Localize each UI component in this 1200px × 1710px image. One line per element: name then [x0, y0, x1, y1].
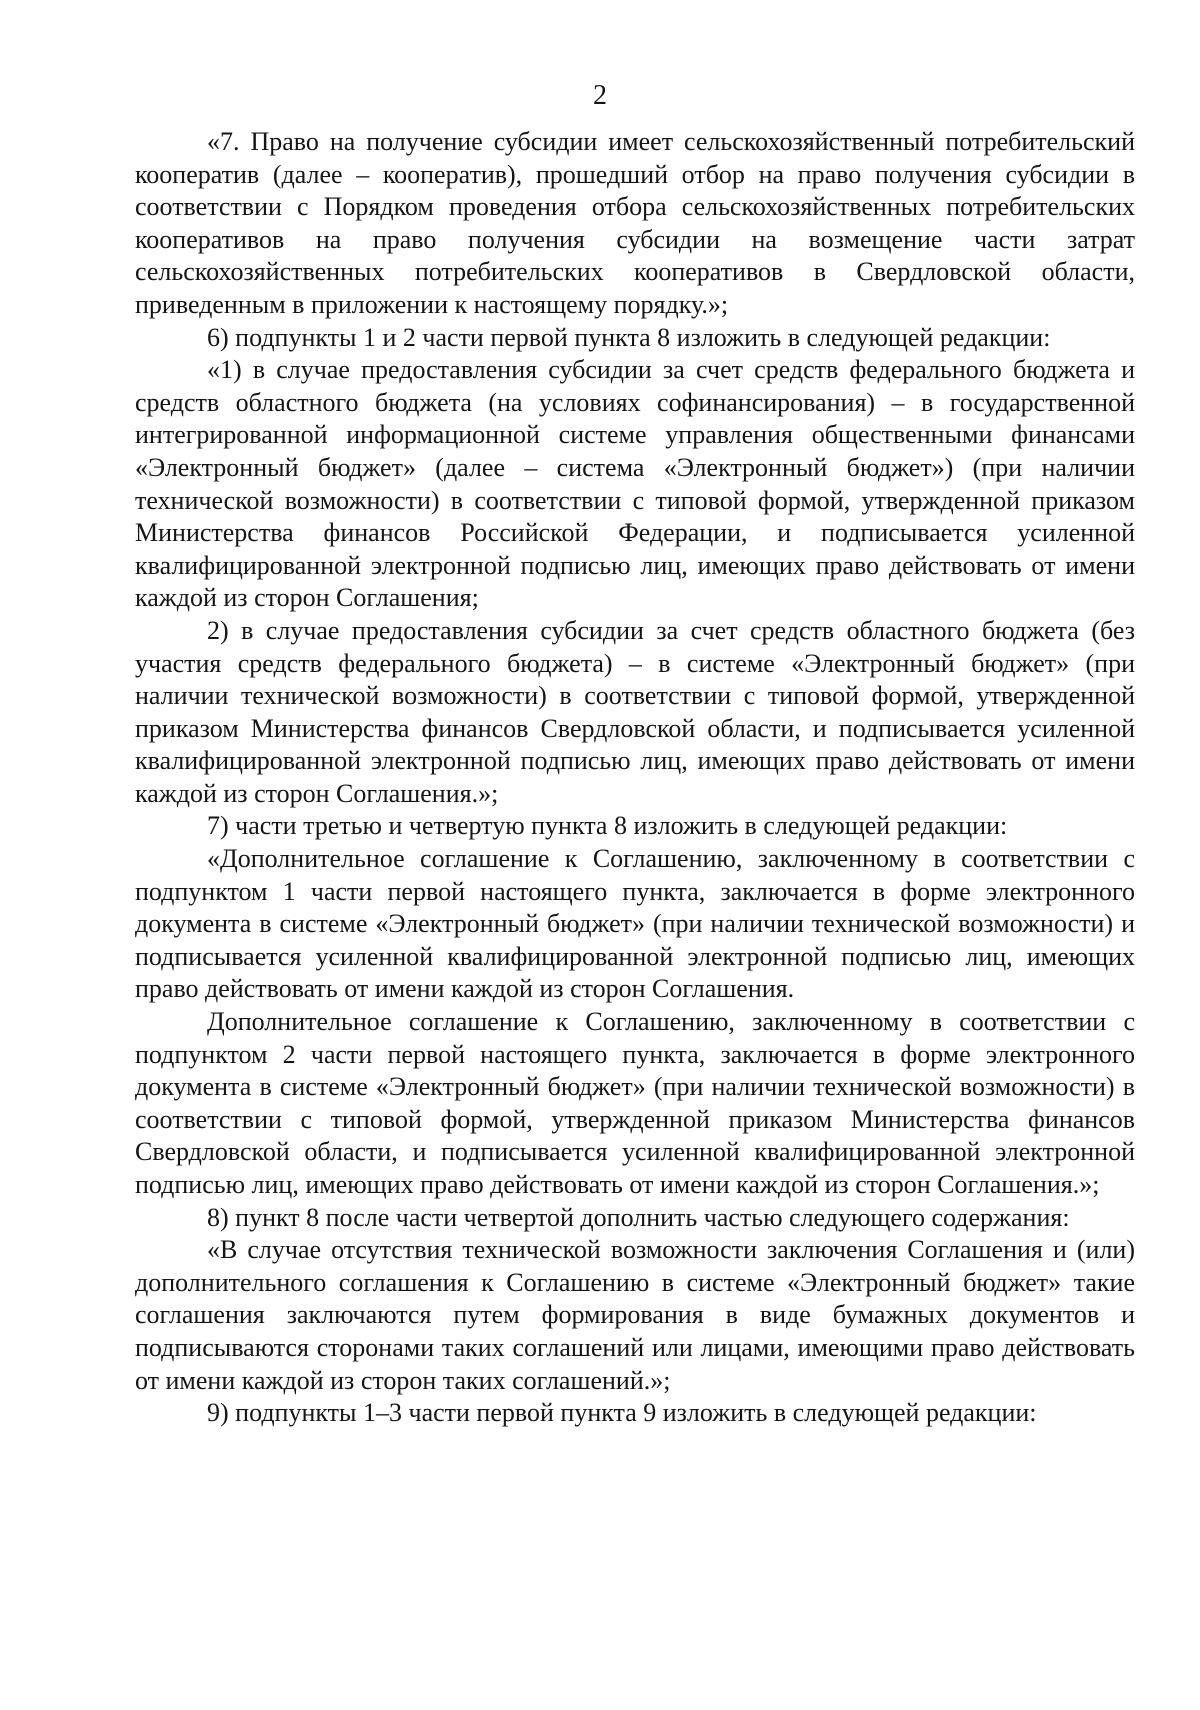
- paragraph-item-9: 9) подпункты 1–3 части первой пункта 9 изложить в следующей редакции:: [207, 1398, 1037, 1428]
- paragraph-item-7: 7) части третью и четвертую пункта 8 изложить в следующей редакции:: [207, 811, 1008, 841]
- paragraph-item-8: 8) пункт 8 после части четвертой дополнить частью следующего содержания:: [207, 1202, 1070, 1232]
- paragraph-item-6: 6) подпункты 1 и 2 части первой пункта 8 изложить в следующей редакции:: [207, 322, 1051, 352]
- paragraph-7-cooperative-right: «7. Право на получение субсидии имеет сельскохозяйственный потребительский кооператив (далее – кооператив), прошедший отбор на право получения субсидии в соответствии с Порядком проведения отбора сельскохозяйственных потребительских кооперативов на право получения субсидии на возмещение части затрат сельскохозяйственных потребительских кооперативов в Свердловской области, приведенным в приложении к настоящему порядку.»;: [135, 127, 1135, 319]
- document-body: [135, 126, 1135, 1430]
- paragraph-subitem-2: 2) в случае предоставления субсидии за счет средств областного бюджета (без участия средств федерального бюджета) – в системе «Электронный бюджет» (при наличии технической возможности) в соответствии с типовой формой, утвержденной приказом Министерства финансов Свердловской области, и подписывается усиленной квалифицированной электронной подписью лиц, имеющих право действовать от имени каждой из сторон Соглашения.»;: [135, 615, 1135, 808]
- paragraph-subitem-1: «1) в случае предоставления субсидии за счет средств федерального бюджета и средств областного бюджета (на условиях софинансирования) – в государственной интегрированной информационной системе управления общественными финансами «Электронный бюджет» (далее – система «Электронный бюджет») (при наличии технической возможности) в соответствии с типовой формой, утвержденной приказом Министерства финансов Российской Федерации, и подписывается усиленной квалифицированной электронной подписью лиц, имеющих право действовать от имени каждой из сторон Соглашения;: [135, 355, 1135, 613]
- page-number: 2: [593, 80, 607, 111]
- paragraph-no-technical-possibility: «В случае отсутствия технической возможности заключения Соглашения и (или) дополнительного соглашения к Соглашению в системе «Электронный бюджет» такие соглашения заключаются путем формирования в виде бумажных документов и подписываются сторонами таких соглашений или лицами, имеющими право действовать от имени каждой из сторон таких соглашений.»;: [135, 1235, 1135, 1395]
- paragraph-additional-agreement-1: «Дополнительное соглашение к Соглашению, заключенному в соответствии с подпунктом 1 части первой настоящего пункта, заключается в форме электронного документа в системе «Электронный бюджет» (при наличии технической возможности) и подписывается усиленной квалифицированной электронной подписью лиц, имеющих право действовать от имени каждой из сторон Соглашения.: [135, 844, 1135, 1004]
- paragraph-additional-agreement-2: Дополнительное соглашение к Соглашению, заключенному в соответствии с подпунктом 2 части первой настоящего пункта, заключается в форме электронного документа в системе «Электронный бюджет» (при наличии технической возможности) в соответствии с типовой формой, утвержденной приказом Министерства финансов Свердловской области, и подписывается усиленной квалифицированной электронной подписью лиц, имеющих право действовать от имени каждой из сторон Соглашения.»;: [135, 1007, 1135, 1199]
